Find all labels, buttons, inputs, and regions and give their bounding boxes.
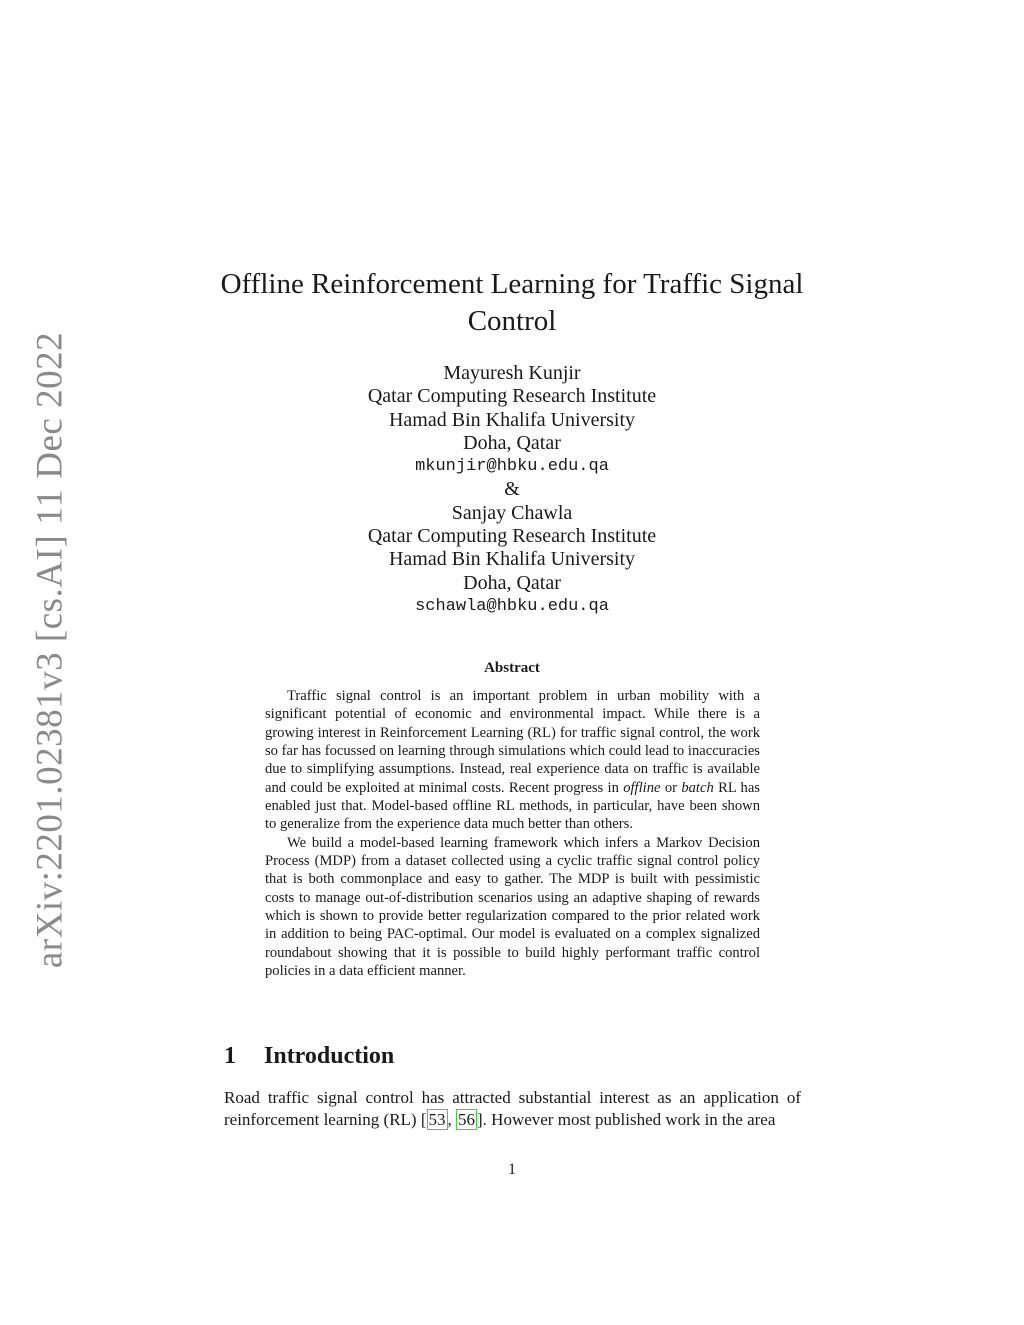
intro-paragraph: Road traffic signal control has attracted substantial interest as an application of reinforcement learning (RL) [ 53 , 56 ]. However most published work in the area (224, 1088, 801, 1129)
author-name: Sanjay Chawla (451, 501, 573, 524)
abstract-paragraph: Traffic signal control is an important problem in urban mobility with a significant potential of economic and environmental impact. While there is a growing interest in Reinforcement Learning (RL) for traffic signal control, the work so far has focussed on learning through simulations which could lead to inaccuracies due to simplifying assumptions. Instead, real experience data on traffic is available and could be exploited at minimal costs. Recent progress in offline or batch RL has enabled just that. Model-based offline RL methods, in particular, have been shown to generalize from the experience data much better than others. (265, 688, 760, 833)
author-name: Mayuresh Kunjir (443, 362, 581, 384)
author-university: Hamad Bin Khalifa University (388, 408, 636, 431)
author-location: Doha, Qatar (463, 571, 561, 594)
emphasis-batch: batch (681, 779, 714, 796)
author-location: Doha, Qatar (463, 431, 561, 454)
abstract-heading: Abstract (484, 660, 540, 676)
author-separator: & (504, 478, 520, 501)
section-heading (224, 1043, 394, 1070)
paper-title-line-1: Offline Reinforcement Learning for Traffic Signal (220, 268, 804, 300)
arxiv-identifier-stamp: arXiv:2201.02381v3 [cs.AI] 11 Dec 2022 (29, 331, 71, 969)
paper-title-line-2: Control (467, 305, 557, 337)
abstract-paragraph: We build a model-based learning framework which infers a Markov Decision Process (MDP) from a dataset collected using a cyclic traffic signal control policy that is both commonplace and easy to gather. The MDP is built with pessimistic costs to manage out-of-distribution scenarios using an adaptive shaping of rewards which is shown to provide better regularization compared to the prior related work in addition to being PAC-optimal. Our model is evaluated on a complex signalized roundabout showing that it is possible to build highly performant traffic control policies in a data efficient manner. (265, 834, 760, 980)
section-number: 1 (224, 1043, 236, 1069)
author-institute: Qatar Computing Research Institute (367, 385, 657, 408)
citation-link[interactable]: 56 (458, 1110, 475, 1129)
author-block (200, 362, 824, 618)
author-institute: Qatar Computing Research Institute (367, 525, 657, 548)
author-email[interactable]: mkunjir@hbku.edu.qa (415, 457, 609, 477)
emphasis-offline: offline (623, 779, 661, 796)
citation-link[interactable]: 53 (428, 1110, 446, 1129)
author-email[interactable]: schawla@hbku.edu.qa (415, 596, 609, 616)
author-university: Hamad Bin Khalifa University (388, 548, 636, 571)
paper-title (160, 266, 864, 340)
abstract-body (265, 687, 760, 981)
page-number: 1 (508, 1161, 516, 1178)
section-title: Introduction (264, 1043, 395, 1069)
